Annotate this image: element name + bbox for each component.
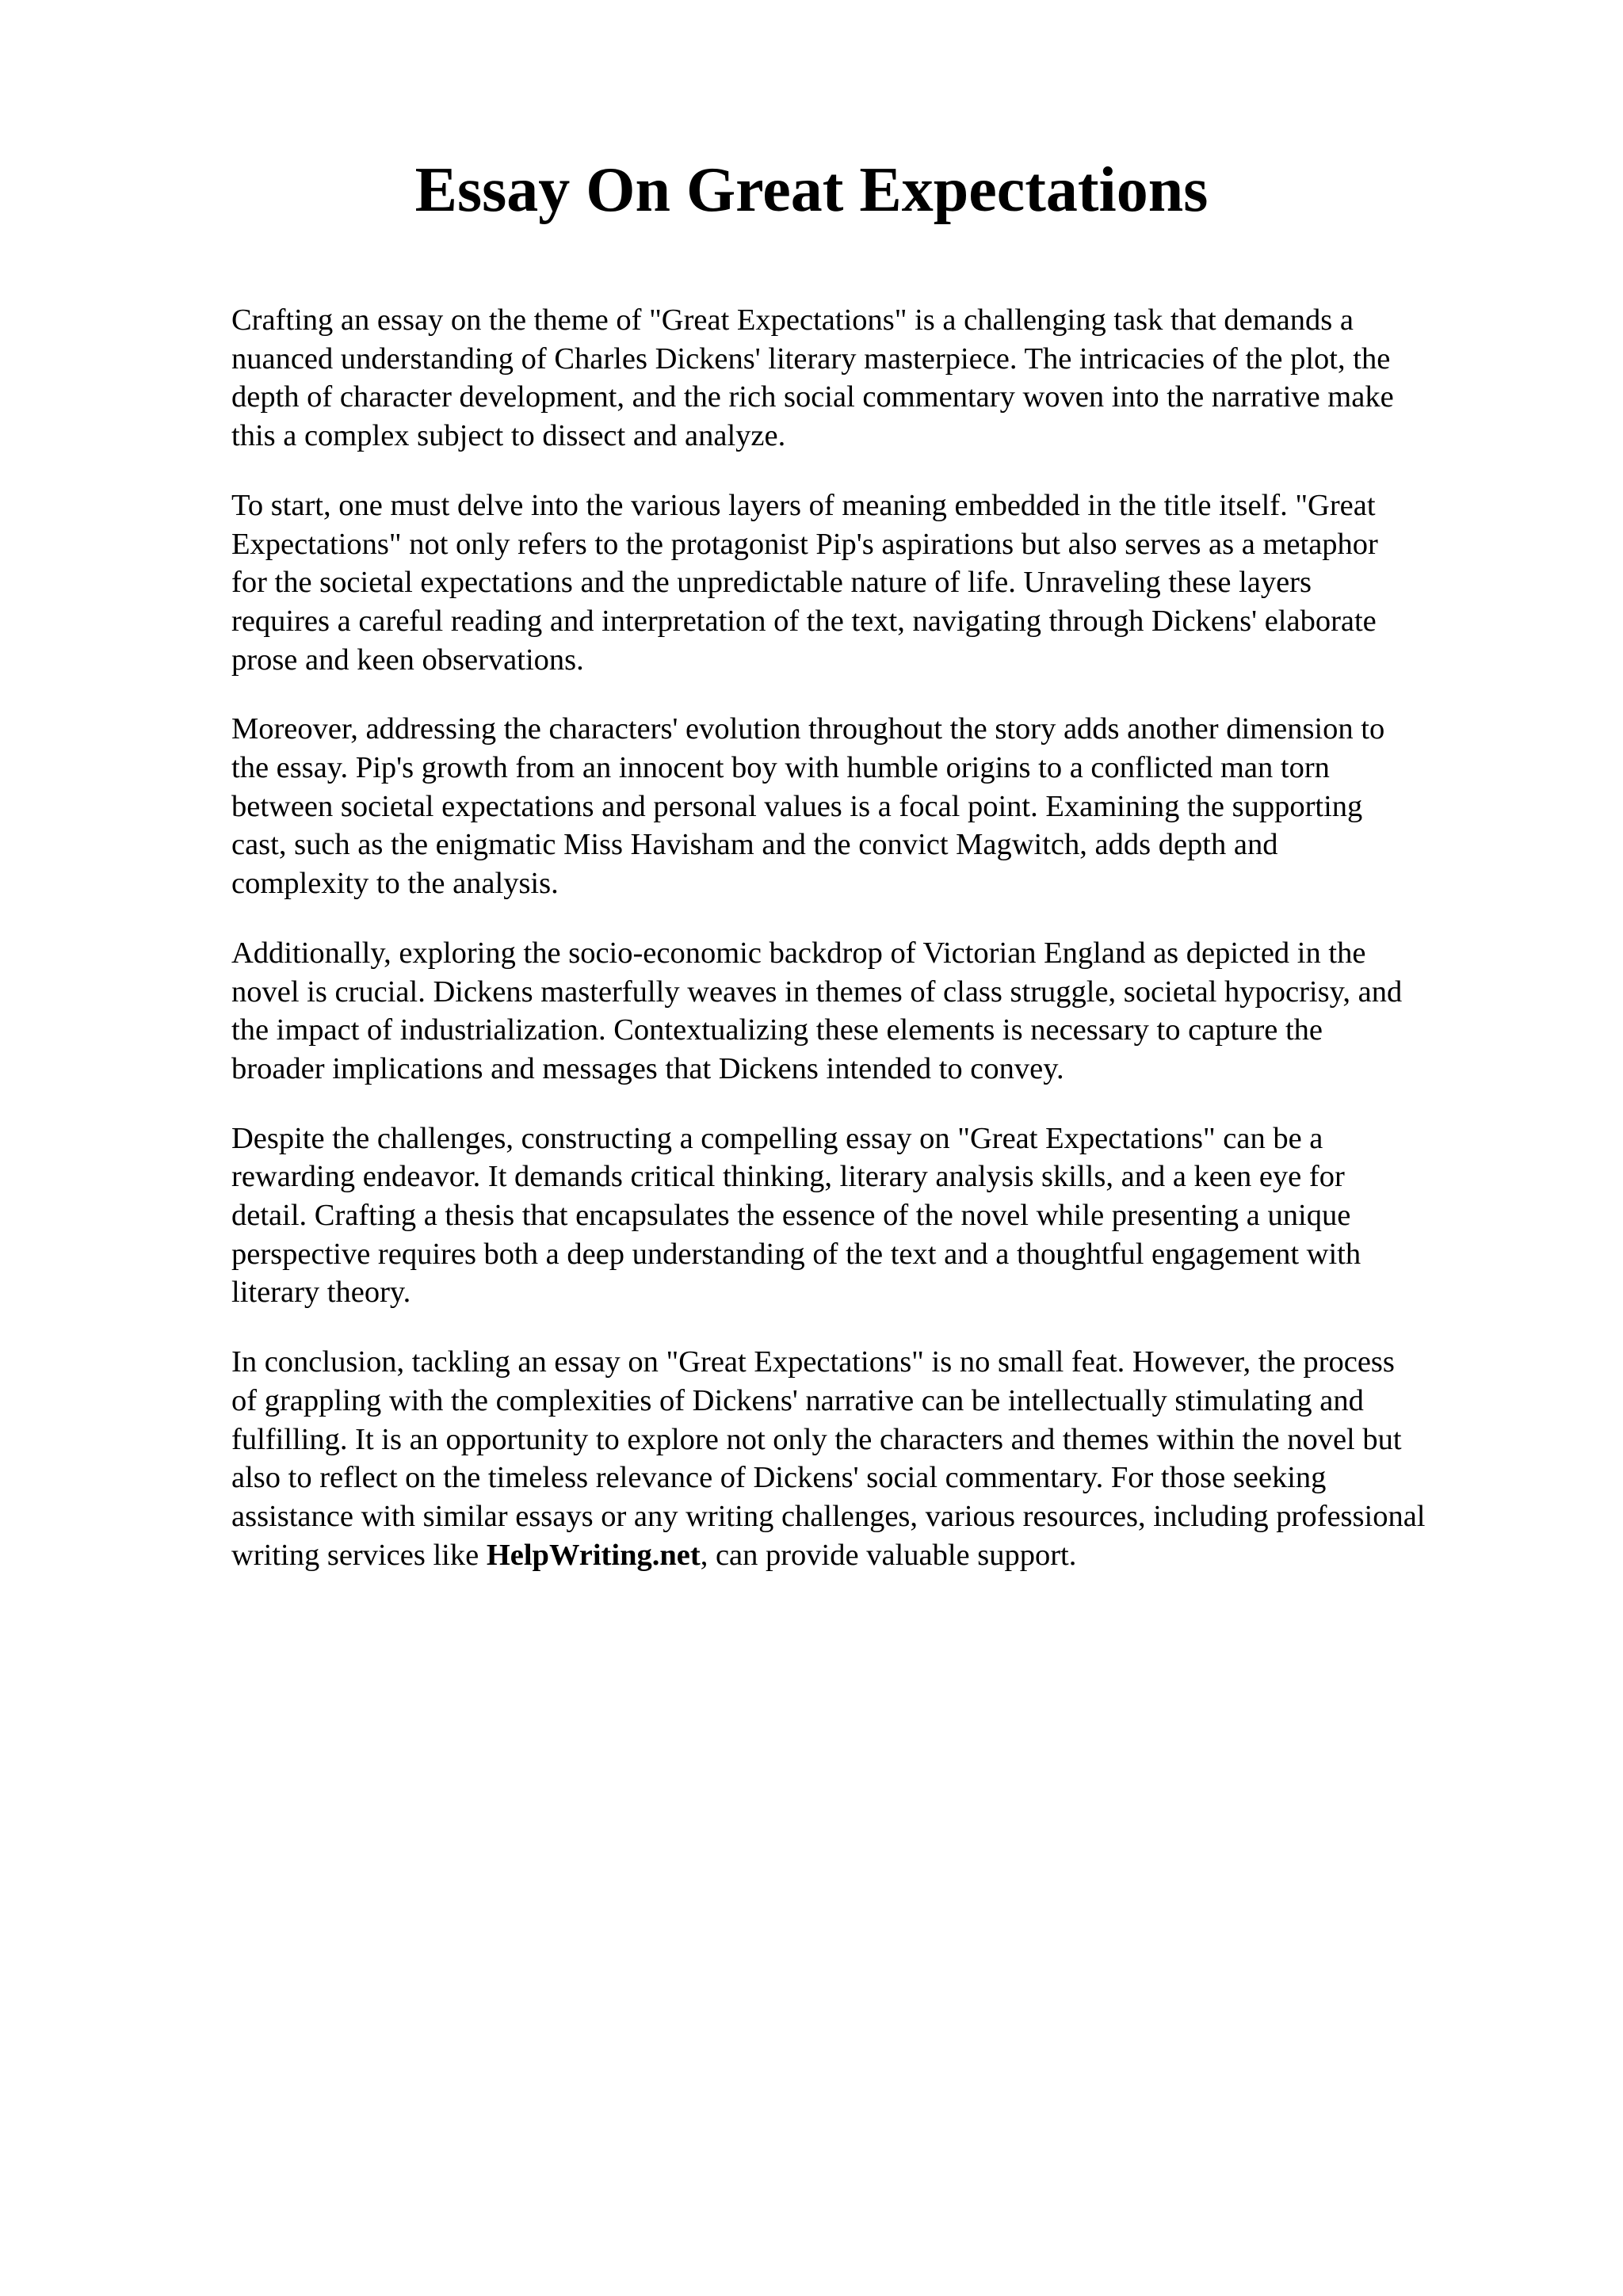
paragraph-3: Moreover, addressing the characters' evolution throughout the story adds another dimension to the essay. Pip's growth from an innocent boy with humble origins to a conflicted man torn between societal expectations and personal values is a focal point. Examining the supporting cast, such as the enigmatic Miss Havisham and the convict Magwitch, adds depth and complexity to the analysis.	[231, 712, 1385, 901]
paragraph-2: To start, one must delve into the various layers of meaning embedded in the title itself. "Great Expectations" not only refers to the protagonist Pip's aspirations but also serves as a metaphor for the societal expectations and the unpredictable nature of life. Unraveling these layers requires a careful reading and interpretation of the text, navigating through Dickens' elaborate prose and keen observations.	[231, 488, 1378, 677]
paragraph-1: Crafting an essay on the theme of "Great Expectations" is a challenging task that demands a nuanced understanding of Charles Dickens' literary masterpiece. The intricacies of the plot, the depth of character development, and the rich social commentary woven into the narrative make this a complex subject to dissect and analyze.	[231, 303, 1394, 453]
paragraph-4: Additionally, exploring the socio-economic backdrop of Victorian England as depicted in the novel is crucial. Dickens masterfully weaves in themes of class struggle, societal hypocrisy, and the impact of industrialization. Contextualizing these elements is necessary to capture the broader implications and messages that Dickens intended to convey.	[231, 936, 1403, 1085]
paragraph-6-text: In conclusion, tackling an essay on "Great Expectations" is no small feat. However, the process of grappling with the complexities of Dickens' narrative can be intellectually stimulating and fulfilling. It is an opportunity to explore not only the characters and themes within the novel but also to reflect on the timeless relevance of Dickens' social commentary. For those seeking assistance with similar essays or any writing challenges, various resources, including professional writing services like	[231, 1345, 1426, 1572]
essay-body	[231, 301, 1531, 1605]
helpwriting-link[interactable]: HelpWriting.net	[486, 1538, 701, 1572]
paragraph-6	[231, 1343, 1531, 1574]
document-title: Essay On Great Expectations	[414, 155, 1209, 225]
paragraph-6-ending: , can provide valuable support.	[700, 1538, 1077, 1572]
paragraph-5: Despite the challenges, constructing a compelling essay on "Great Expectations" can be a rewarding endeavor. It demands critical thinking, literary analysis skills, and a keen eye for detail. Crafting a thesis that encapsulates the essence of the novel while presenting a unique perspective requires both a deep understanding of the text and a thoughtful engagement with literary theory.	[231, 1121, 1361, 1310]
